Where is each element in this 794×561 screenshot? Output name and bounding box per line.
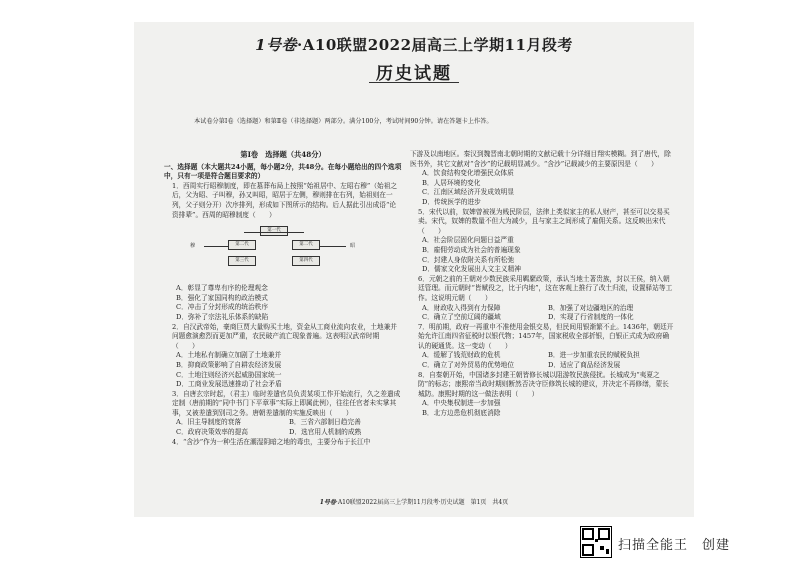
q2-option-d: D．工商业发展迅速推动了社会矛盾 <box>176 380 282 389</box>
q4-option-a: A．饮食结构变化增强民众体质 <box>422 169 514 178</box>
question-1-stem: 1．西周实行昭穆制度，即在墓葬布局上按照“始祖居中、左昭右穆”（始祖之后，父为昭、子叫穆，孙又叫昭，昭居于左侧，穆则排在右列，始祖则在一列，父子则分开）次序排列，形成如下图所示的结构。后人据此引出成语“论资排辈”。西周的昭穆制度（ ） <box>172 181 398 219</box>
section-instruction: 一、选择题（本大题共24小题，每小题2分，共48分。在每小题给出的四个选项中，只有一项是符合题目要求的） <box>164 162 402 181</box>
exam-title: ·A10联盟2022届高三上学期11月段考 <box>297 36 573 54</box>
footer-text: ·A10联盟2022届高三上学期11月段考·历史试题 第1页 共4页 <box>335 499 509 506</box>
exam-page <box>134 22 694 517</box>
q6-options-row1 <box>410 304 674 314</box>
q3-option-a: A．旧主导制度的衰落 <box>176 418 242 427</box>
q2-option-a: A．土地私有制确立加剧了土地兼并 <box>176 351 282 360</box>
exam-note: 本试卷分第Ⅰ卷（选择题）和第Ⅱ卷（非选择题）两部分。满分100分，考试时间90分钟。请在答题卡上作答。 <box>194 118 493 125</box>
q8-option-b: B．北方边患危机彻底消除 <box>422 409 501 418</box>
q4-option-c: C．江南区域经济开发成效明显 <box>422 188 515 197</box>
right-column <box>410 150 674 419</box>
qr-module <box>595 539 598 542</box>
q4-option-b: B．人居环境的变化 <box>422 178 481 187</box>
section-heading: 第Ⅰ卷 选择题（共48分） <box>240 150 326 159</box>
q7-options-row1 <box>410 351 674 361</box>
q1-option-c: C．冲击了分封形成的统治秩序 <box>176 303 269 312</box>
diagram-right-gen2-box: 第二代 <box>292 240 320 250</box>
diagram-left-gen3-box: 第三代 <box>228 256 256 266</box>
qr-module <box>600 546 604 550</box>
q1-option-b: B．强化了家国同构的政治模式 <box>176 293 268 302</box>
q7-option-a: A．缓解了钱荒财政的危机 <box>422 351 501 360</box>
q4-option-d: D．传统医学的进步 <box>422 197 481 206</box>
q6-option-b: B．加强了对边疆地区的治理 <box>548 303 634 312</box>
question-8-stem: 8．自秦朝开始，中国诸多封建王朝皆修长城以阻游牧民族侵扰。长城成为“夷夏之防”的标志；康熙帝当政时期则断然否决守臣修筑长城的建议，并决定不再修缮，蒙长城防。康熙时期的这一做法表明（ ） <box>418 370 669 398</box>
q7-option-c: C．确立了对外贸易的优势地位 <box>422 361 515 370</box>
q6-options-row2 <box>410 313 674 323</box>
diagram-right-arrow-line <box>320 246 346 247</box>
q6-option-d: D．实现了行省制度的一体化 <box>548 313 634 322</box>
exam-header <box>134 34 694 55</box>
diagram-gen1-box: 第一代 <box>260 226 288 236</box>
title-underline <box>369 82 459 83</box>
q7-option-b: B．进一步加重农民的赋税负担 <box>548 351 640 360</box>
question-3-stem: 3．自唐玄宗时起，（君主）临时差遣官员负责某项工作开始流行，久之差遣成定制（唐前期的“同中书门下平章事”实际上即属此例），往往任官者未实掌其事，又被差遣到别司之务。唐朝差遣制的实施反映出（ ） <box>172 389 401 417</box>
question-6-stem: 6．元朝之前的王朝对少数民族采用羁縻政策，承认当地土著贵族，封以王侯，纳入朝廷管理。而元朝时“皆赋役之，比于内地”，这在客观上推行了改土归流，设置驿站等工作。这说明元朝（ ） <box>418 274 673 302</box>
qr-code-icon <box>580 526 612 558</box>
qr-finder <box>582 528 594 540</box>
q1-option-d: D．弥补了宗法礼乐体系的缺陷 <box>176 312 269 321</box>
q3-option-c: C．政府决策效率的提高 <box>176 428 248 437</box>
q3-options-row2 <box>164 428 402 438</box>
page-footer <box>134 497 694 506</box>
qr-finder <box>598 528 610 540</box>
q2-option-b: B．抑商政策影响了自耕农经济发展 <box>176 360 282 369</box>
brand-logo: 1号卷 <box>255 36 298 54</box>
q8-option-a: A．中央集权制进一步加强 <box>422 399 501 408</box>
left-column <box>164 150 402 447</box>
q1-option-a: A．彰显了尊卑有序的伦理观念 <box>176 284 268 293</box>
diagram-line <box>244 232 304 233</box>
q7-option-d: D．适应了商品经济发展 <box>548 361 621 370</box>
question-2-stem: 2．自汉武帝始，豪商巨贾大量购买土地，资金从工商业流向农业，土地兼并问题愈演愈烈而更加严重，农民破产流亡现象普遍。这表明汉武帝时期（ ） <box>172 322 397 350</box>
q7-options-row2 <box>410 361 674 371</box>
q6-option-a: A．财政收入得到有力保障 <box>422 303 501 312</box>
q2-option-c: C．土地注则经济兴起威胁国家统一 <box>176 370 282 379</box>
qr-module <box>606 549 609 554</box>
diagram-left-label: 穆 <box>190 243 196 250</box>
diagram-left-arrow-line <box>204 246 228 247</box>
q5-option-a: A．社会阶层固化问题日益严重 <box>422 236 514 245</box>
q5-option-b: B．雇佣劳动成为社会的普遍现象 <box>422 245 521 254</box>
q3-option-b: B．三省六部制日趋完善 <box>289 418 361 427</box>
question-4-stem: 4．“含沙”作为一种生活在潮湿阴暗之地的毒虫，主要分布于长江中 <box>172 437 371 446</box>
footer-brand: 1号卷 <box>319 499 336 506</box>
diagram-left-gen2-box: 第二代 <box>228 240 256 250</box>
q3-option-d: D．选官用人机制的成熟 <box>289 428 362 437</box>
q3-options-row1 <box>164 418 402 428</box>
question-4-continued: 下游及以南地区。秦汉到魏晋南北朝时期的文献记载十分详细目翔实模糊。到了唐代，除医书外，其它文献对“含沙”的记载明显减少。“含沙”记载减少的主要原因是（ ） <box>410 150 671 168</box>
q5-option-d: D．儒家文化发展出人文主义精神 <box>422 265 521 274</box>
diagram-right-label: 昭 <box>350 243 356 250</box>
q6-option-c: C．确立了空前辽阔的疆域 <box>422 313 501 322</box>
zhaomu-diagram <box>164 224 402 280</box>
subject-title: 历史试题 <box>376 64 452 84</box>
qr-finder <box>582 544 594 556</box>
question-5-stem: 5．宋代以前，奴婢曾被视为贱民阶层，法律上类似家主的私人财产，甚至可以交易买卖。宋代，奴婢的数量不但大为减少，且与家主之间形成了雇佣关系。这反映出宋代（ ） <box>418 207 670 235</box>
q5-option-c: C．封建人身依附关系有所松弛 <box>422 255 515 264</box>
scanner-caption: 扫描全能王 创建 <box>618 538 731 553</box>
diagram-right-gen3-box: 第四代 <box>292 256 320 266</box>
question-7-stem: 7．明前期，政府一再重申不准使用金银交易，但民间用银渐繁不止。1436年，朝廷开始允许江南四省征税时以银代物；1457年，国家税收全部折银，白银正式成为政府确认的硬通货。这一变动（ ） <box>418 322 674 350</box>
